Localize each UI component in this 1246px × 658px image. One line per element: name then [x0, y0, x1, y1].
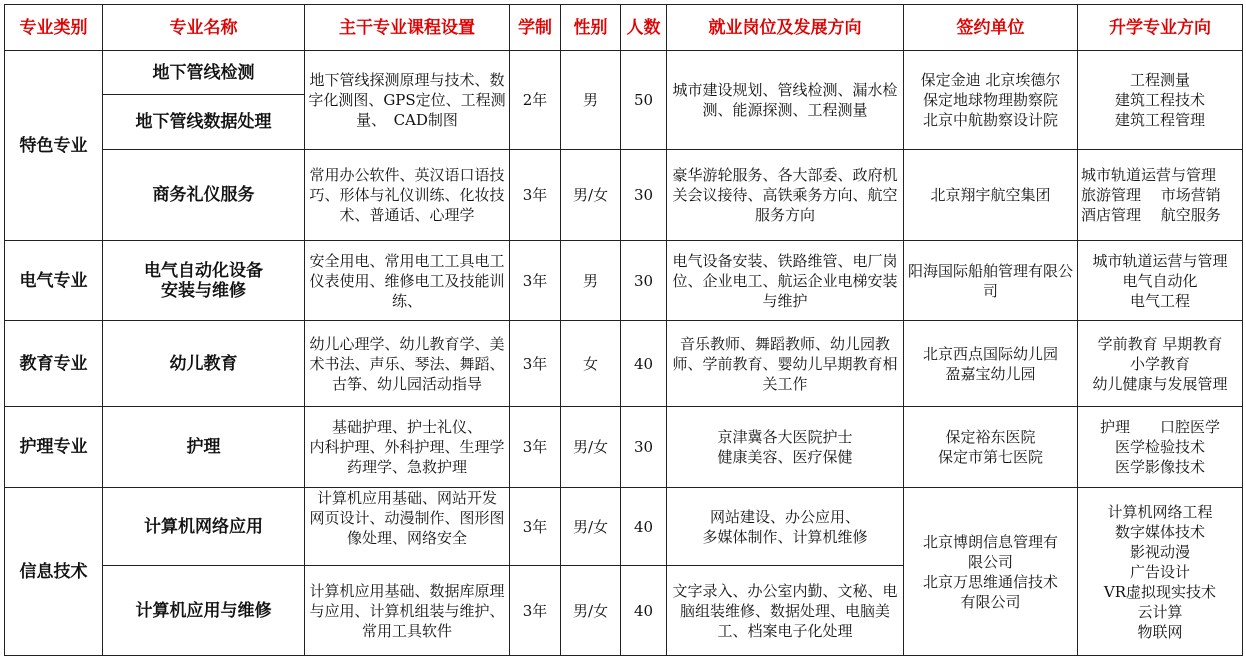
jobs-cell: 文字录入、办公室内勤、文秘、电脑组装维修、数据处理、电脑美工、档案电子化处理: [667, 566, 904, 656]
courses-cell: 常用办公软件、英汉语口语技巧、形体与礼仪训练、化妆技术、普通话、心理学: [305, 150, 510, 241]
header-jobs: 就业岗位及发展方向: [667, 5, 904, 51]
major-cell: 幼儿教育: [103, 321, 305, 407]
major-cell: 地下管线检测: [103, 51, 305, 95]
table-row: [5, 321, 1243, 407]
major-cell: 地下管线数据处理: [103, 95, 305, 150]
gender-cell: 男/女: [561, 407, 621, 488]
jobs-cell: 网站建设、办公应用、 多媒体制作、计算机维修: [667, 488, 904, 566]
employers-cell: 阳海国际船舶管理有限公司: [904, 241, 1078, 321]
gender-cell: 男/女: [561, 566, 621, 656]
jobs-cell: 京津冀各大医院护士 健康美容、医疗保健: [667, 407, 904, 488]
gender-cell: 女: [561, 321, 621, 407]
count-cell: 30: [621, 407, 667, 488]
employers-cell: 北京西点国际幼儿园 盈嘉宝幼儿园: [904, 321, 1078, 407]
category-cell: 教育专业: [5, 321, 103, 407]
header-count: 人数: [621, 5, 667, 51]
major-cell: 计算机应用与维修: [103, 566, 305, 656]
count-cell: 40: [621, 488, 667, 566]
further-cell: 城市轨道运营与管理 旅游管理 市场营销 酒店管理 航空服务: [1078, 150, 1243, 241]
header-employers: 签约单位: [904, 5, 1078, 51]
header-row: [5, 5, 1243, 51]
years-cell: 3年: [510, 150, 561, 241]
header-years: 学制: [510, 5, 561, 51]
further-cell: 护理 口腔医学 医学检验技术 医学影像技术: [1078, 407, 1243, 488]
courses-cell: 计算机应用基础、网站开发 网页设计、动漫制作、图形图像处理、网络安全: [305, 488, 510, 566]
count-cell: 50: [621, 51, 667, 150]
count-cell: 30: [621, 241, 667, 321]
employers-cell: 北京翔宇航空集团: [904, 150, 1078, 241]
courses-cell: 地下管线探测原理与技术、数字化测图、GPS定位、工程测量、 CAD制图: [305, 51, 510, 150]
table-row: [5, 51, 1243, 95]
count-cell: 40: [621, 321, 667, 407]
header-major: 专业名称: [103, 5, 305, 51]
years-cell: 3年: [510, 321, 561, 407]
jobs-cell: 音乐教师、舞蹈教师、幼儿园教师、学前教育、婴幼儿早期教育相关工作: [667, 321, 904, 407]
count-cell: 40: [621, 566, 667, 656]
major-cell: 商务礼仪服务: [103, 150, 305, 241]
gender-cell: 男: [561, 51, 621, 150]
table-row: [5, 407, 1243, 488]
category-cell: 护理专业: [5, 407, 103, 488]
years-cell: 3年: [510, 241, 561, 321]
count-cell: 30: [621, 150, 667, 241]
majors-table: [4, 4, 1243, 656]
further-cell: 城市轨道运营与管理 电气自动化 电气工程: [1078, 241, 1243, 321]
years-cell: 3年: [510, 488, 561, 566]
years-cell: 3年: [510, 407, 561, 488]
years-cell: 3年: [510, 566, 561, 656]
major-cell: 计算机网络应用: [103, 488, 305, 566]
courses-cell: 计算机应用基础、数据库原理与应用、计算机组装与维护、常用工具软件: [305, 566, 510, 656]
major-cell: 电气自动化设备 安装与维修: [103, 241, 305, 321]
jobs-cell: 城市建设规划、管线检测、漏水检测、能源探测、工程测量: [667, 51, 904, 150]
courses-cell: 基础护理、护士礼仪、 内科护理、外科护理、生理学 药理学、急救护理: [305, 407, 510, 488]
employers-cell: 保定金迪 北京埃德尔 保定地球物理勘察院 北京中航勘察设计院: [904, 51, 1078, 150]
courses-cell: 幼儿心理学、幼儿教育学、美术书法、声乐、琴法、舞蹈、古筝、幼儿园活动指导: [305, 321, 510, 407]
category-cell: 电气专业: [5, 241, 103, 321]
gender-cell: 男/女: [561, 150, 621, 241]
table-row: [5, 150, 1243, 241]
header-courses: 主干专业课程设置: [305, 5, 510, 51]
category-cell: 特色专业: [5, 51, 103, 241]
jobs-cell: 电气设备安装、铁路维管、电厂岗位、企业电工、航运企业电梯安装与维护: [667, 241, 904, 321]
header-further: 升学专业方向: [1078, 5, 1243, 51]
table-row: [5, 488, 1243, 566]
table-row: [5, 241, 1243, 321]
header-gender: 性别: [561, 5, 621, 51]
category-cell: 信息技术: [5, 488, 103, 656]
gender-cell: 男/女: [561, 488, 621, 566]
further-cell: 计算机网络工程 数字媒体技术 影视动漫 广告设计 VR虚拟现实技术 云计算 物联网: [1078, 488, 1243, 656]
header-category: 专业类别: [5, 5, 103, 51]
employers-cell: 北京博朗信息管理有 限公司 北京万思维通信技术 有限公司: [904, 488, 1078, 656]
major-cell: 护理: [103, 407, 305, 488]
years-cell: 2年: [510, 51, 561, 150]
jobs-cell: 豪华游轮服务、各大部委、政府机关会议接待、高铁乘务方向、航空服务方向: [667, 150, 904, 241]
courses-cell: 安全用电、常用电工工具电工仪表使用、维修电工及技能训练、: [305, 241, 510, 321]
further-cell: 学前教育 早期教育 小学教育 幼儿健康与发展管理: [1078, 321, 1243, 407]
further-cell: 工程测量 建筑工程技术 建筑工程管理: [1078, 51, 1243, 150]
gender-cell: 男: [561, 241, 621, 321]
employers-cell: 保定裕东医院 保定市第七医院: [904, 407, 1078, 488]
